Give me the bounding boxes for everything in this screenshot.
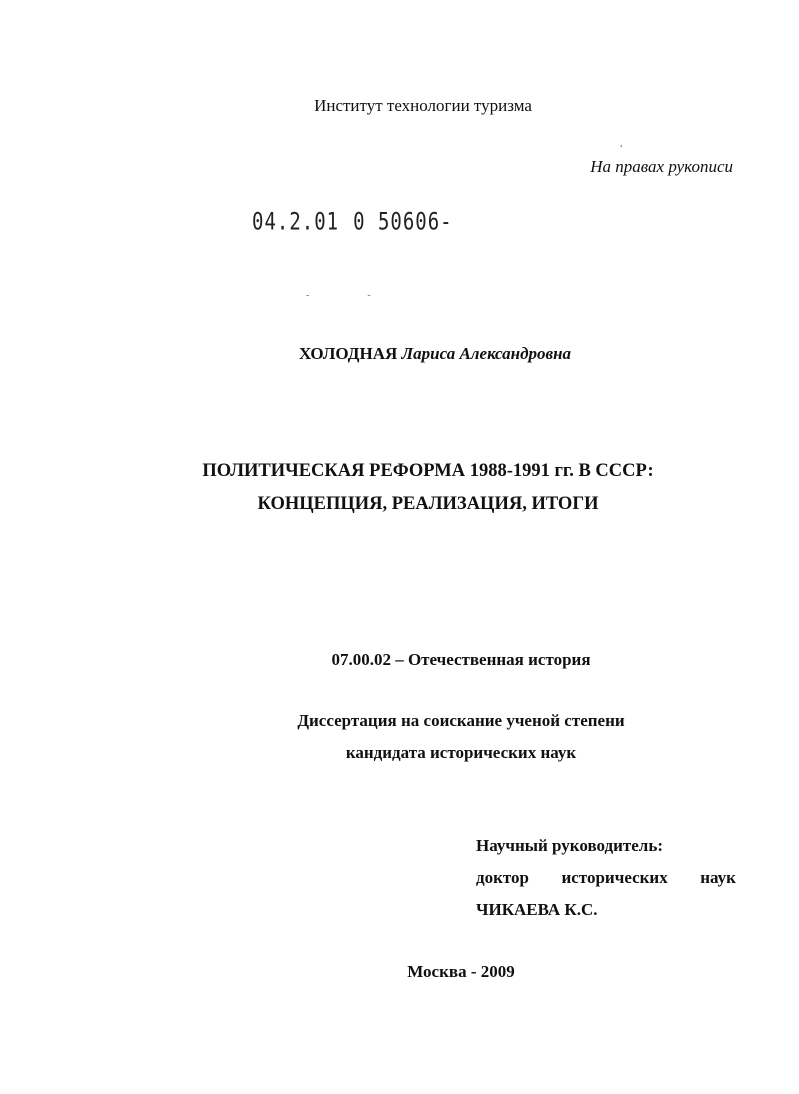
city-year: Москва - 2009 — [407, 962, 515, 981]
speck-left: - — [306, 290, 310, 301]
supervisor-name: ЧИКАЕВА К.С. — [476, 900, 598, 919]
degree-statement-line-1: Диссертация на соискание ученой степени — [297, 711, 625, 730]
manuscript-rights-note: На правах рукописи — [590, 157, 733, 176]
supervisor-label: Научный руководитель: — [476, 836, 663, 855]
supervisor-degree — [476, 868, 736, 888]
scan-mark: , — [620, 138, 623, 149]
supervisor-degree-word: доктор — [476, 868, 529, 887]
catalog-stamp-number — [252, 208, 453, 236]
specialty-code: 07.00.02 – Отечественная история — [331, 650, 591, 669]
stamp-part-2: 0 50606 — [353, 208, 441, 236]
supervisor-degree-word: исторических — [561, 868, 668, 887]
supervisor-degree-word: наук — [700, 868, 736, 887]
dissertation-title-line-2: КОНЦЕПЦИЯ, РЕАЛИЗАЦИЯ, ИТОГИ — [257, 494, 599, 514]
author-given-names: Лариса Александровна — [401, 344, 572, 363]
dissertation-title-line-1: ПОЛИТИЧЕСКАЯ РЕФОРМА 1988-1991 гг. В СССР: — [202, 461, 654, 481]
speck-right: - — [367, 290, 371, 301]
author-surname: ХОЛОДНАЯ — [298, 344, 398, 363]
degree-statement-line-2: кандидата исторических наук — [345, 743, 577, 762]
scan-specks — [306, 290, 429, 301]
stamp-part-1: 04.2.01 — [252, 208, 340, 236]
stamp-suffix: - — [440, 208, 453, 236]
institute-name: Институт технологии туризма — [314, 96, 532, 115]
author-name — [0, 344, 799, 364]
